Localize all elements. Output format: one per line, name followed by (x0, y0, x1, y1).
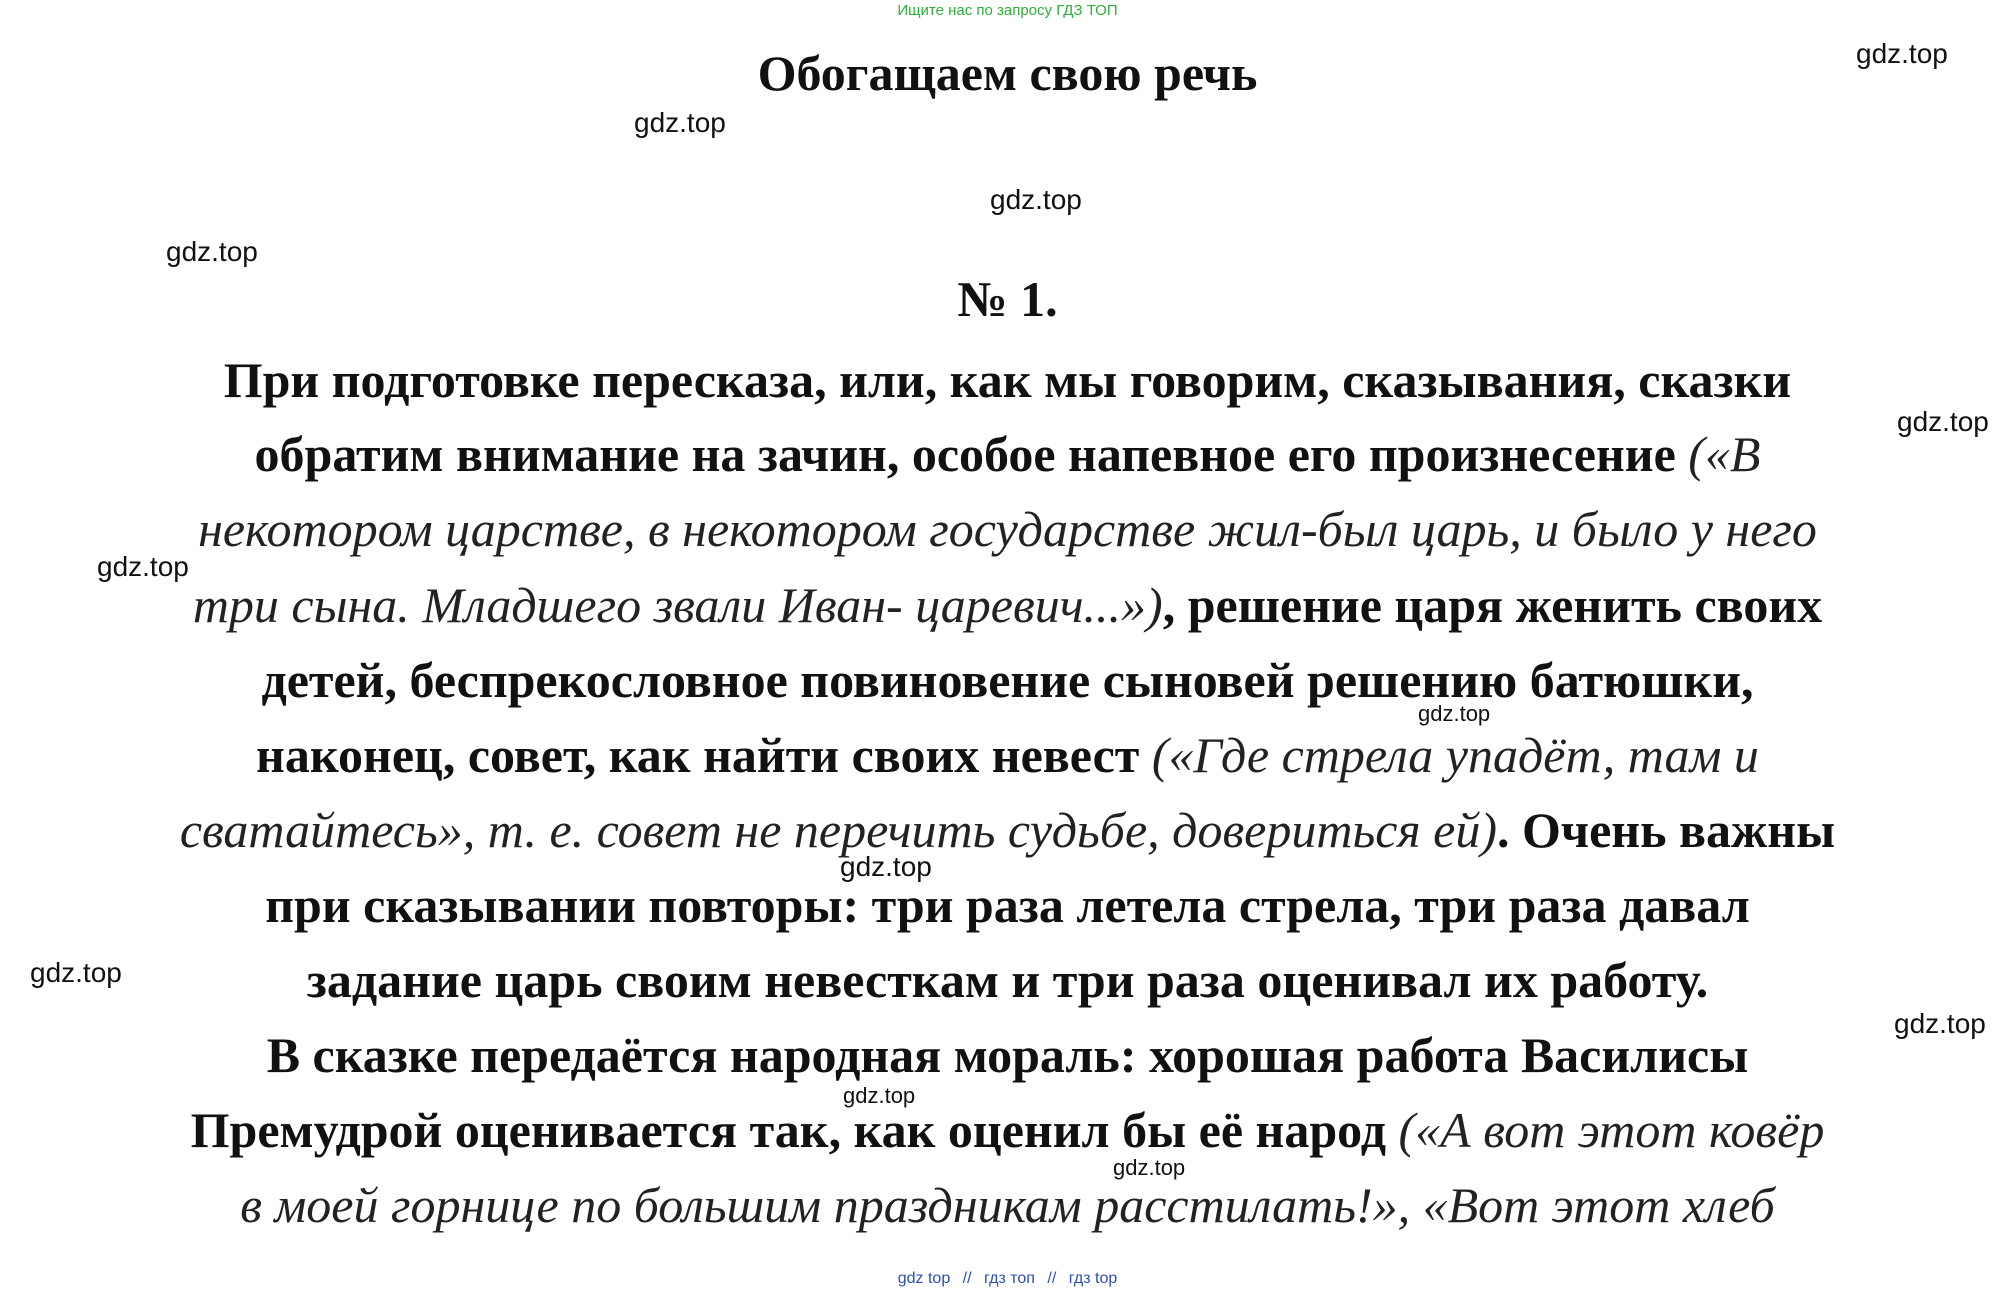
text-line-1 (0, 350, 2015, 410)
text-line-2 (0, 424, 2015, 484)
watermark: gdz.top (990, 184, 1082, 215)
text-line-12 (0, 1175, 2015, 1235)
text-italic: («В (1688, 426, 1761, 482)
text-line-10 (0, 1025, 2015, 1085)
text-line-3 (0, 499, 2015, 559)
text-bold: , решение царя женить своих (1162, 577, 1823, 633)
text-line-7 (0, 800, 2015, 860)
watermark: gdz.top (1894, 1008, 1986, 1039)
text-line-8 (0, 875, 2015, 935)
text-bold: детей, беспрекословное повиновение сыновей решению батюшки, (261, 652, 1754, 708)
text-bold: обратим внимание на зачин, особое напевное его произнесение (254, 426, 1689, 482)
exercise-number: № 1. (957, 271, 1058, 327)
watermark: gdz.top (166, 236, 258, 267)
footer-link[interactable]: gdz top (897, 1270, 951, 1287)
watermark: gdz.top (1897, 406, 1989, 437)
text-line-6 (0, 725, 2015, 785)
watermark: gdz.top (634, 107, 726, 138)
text-italic: («А вот этот ковёр (1398, 1102, 1825, 1158)
watermark: gdz.top (1418, 701, 1491, 726)
text-line-5 (0, 650, 2015, 710)
watermark: gdz.top (840, 851, 932, 882)
text-line-9 (0, 950, 2015, 1010)
watermark: gdz.top (97, 551, 189, 582)
watermark: gdz.top (843, 1083, 916, 1108)
text-italic: сватайтесь», т. е. совет не перечить судьбе, довериться ей) (179, 802, 1497, 858)
text-italic: три сына. Младшего звали Иван- царевич...») (192, 577, 1163, 633)
watermark: gdz.top (30, 957, 122, 988)
watermark: gdz.top (1856, 38, 1948, 69)
text-bold: В сказке передаётся народная мораль: хорошая работа Василисы (266, 1027, 1749, 1083)
text-line-11 (0, 1100, 2015, 1160)
watermark: gdz.top (1113, 1155, 1186, 1180)
footer-separator: // (1047, 1270, 1057, 1287)
text-italic: некотором царстве, в некотором государстве жил-был царь, и было у него (198, 501, 1817, 557)
footer-separator: // (962, 1270, 972, 1287)
text-bold: при сказывании повторы: три раза летела стрела, три раза давал (265, 877, 1750, 933)
text-line-4 (0, 575, 2015, 635)
text-bold: Премудрой оценивается так, как оценил бы её народ (190, 1102, 1399, 1158)
text-italic: («Где стрела упадёт, там и (1151, 727, 1759, 783)
page-title: Обогащаем свою речь (757, 45, 1258, 101)
text-italic: в моей горнице по большим праздникам расстилать!», «Вот этот хлеб (240, 1177, 1775, 1233)
footer-link[interactable]: гдз топ (984, 1270, 1035, 1287)
footer-links (0, 1270, 2015, 1288)
text-bold: задание царь своим невесткам и три раза оценивал их работу. (306, 952, 1709, 1008)
text-bold: При подготовке пересказа, или, как мы говорим, сказывания, сказки (223, 352, 1792, 408)
footer-link[interactable]: гдз top (1068, 1270, 1118, 1287)
text-bold: . Очень важны (1496, 802, 1836, 858)
search-banner: Ищите нас по запросу ГДЗ ТОП (897, 2, 1118, 19)
text-bold: наконец, совет, как найти своих невест (256, 727, 1152, 783)
